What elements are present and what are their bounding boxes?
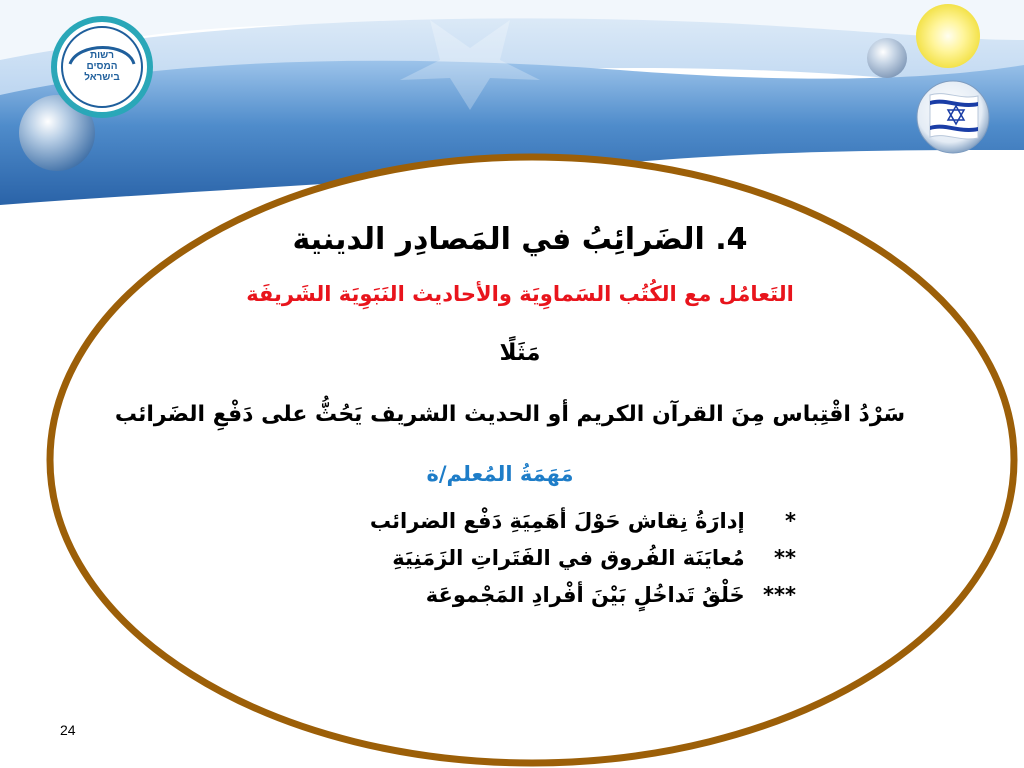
task-text: خَلْقُ تَداخُلٍ بَيْنَ أفْرادِ المَجْموعَة	[425, 583, 745, 607]
sun-icon	[916, 4, 980, 68]
task-item-3	[276, 577, 796, 614]
israel-flag-icon	[917, 81, 989, 153]
task-heading: مَهَمَةُ المُعلم/ة	[426, 462, 574, 486]
logo-line-2: המסים	[86, 61, 118, 72]
task-list	[276, 503, 796, 614]
page-number: 24	[60, 722, 76, 738]
slide-subtitle: التَعامُل مع الكُتُب السَماوِيَة والأحاديث النَبَوِيَة الشَريفَة	[246, 282, 794, 306]
example-label: مَثَلًا	[499, 340, 541, 366]
task-marker: **	[774, 546, 796, 570]
logo-line-3: בישראל	[84, 72, 120, 83]
logo-text	[72, 50, 132, 83]
task-item-1	[276, 503, 796, 540]
task-text: مُعايَنَة الفُروق في الفَتَراتِ الزَمَنِيَةِ	[392, 546, 745, 570]
slide-title: 4. الضَرائِبُ في المَصادِر الدينية	[292, 222, 748, 257]
logo-line-1: רשות	[89, 50, 114, 61]
task-marker: ***	[763, 583, 796, 607]
task-marker: *	[785, 509, 796, 533]
example-statement: سَرْدُ اقْتِباس مِنَ القرآن الكريم أو الحديث الشريف يَحُثُّ على دَفْعِ الضَرائب	[114, 402, 906, 427]
task-item-2	[276, 540, 796, 577]
task-text: إدارَةُ نِقاش حَوْلَ أهَمِيَةِ دَفْع الضرائب	[369, 509, 745, 533]
